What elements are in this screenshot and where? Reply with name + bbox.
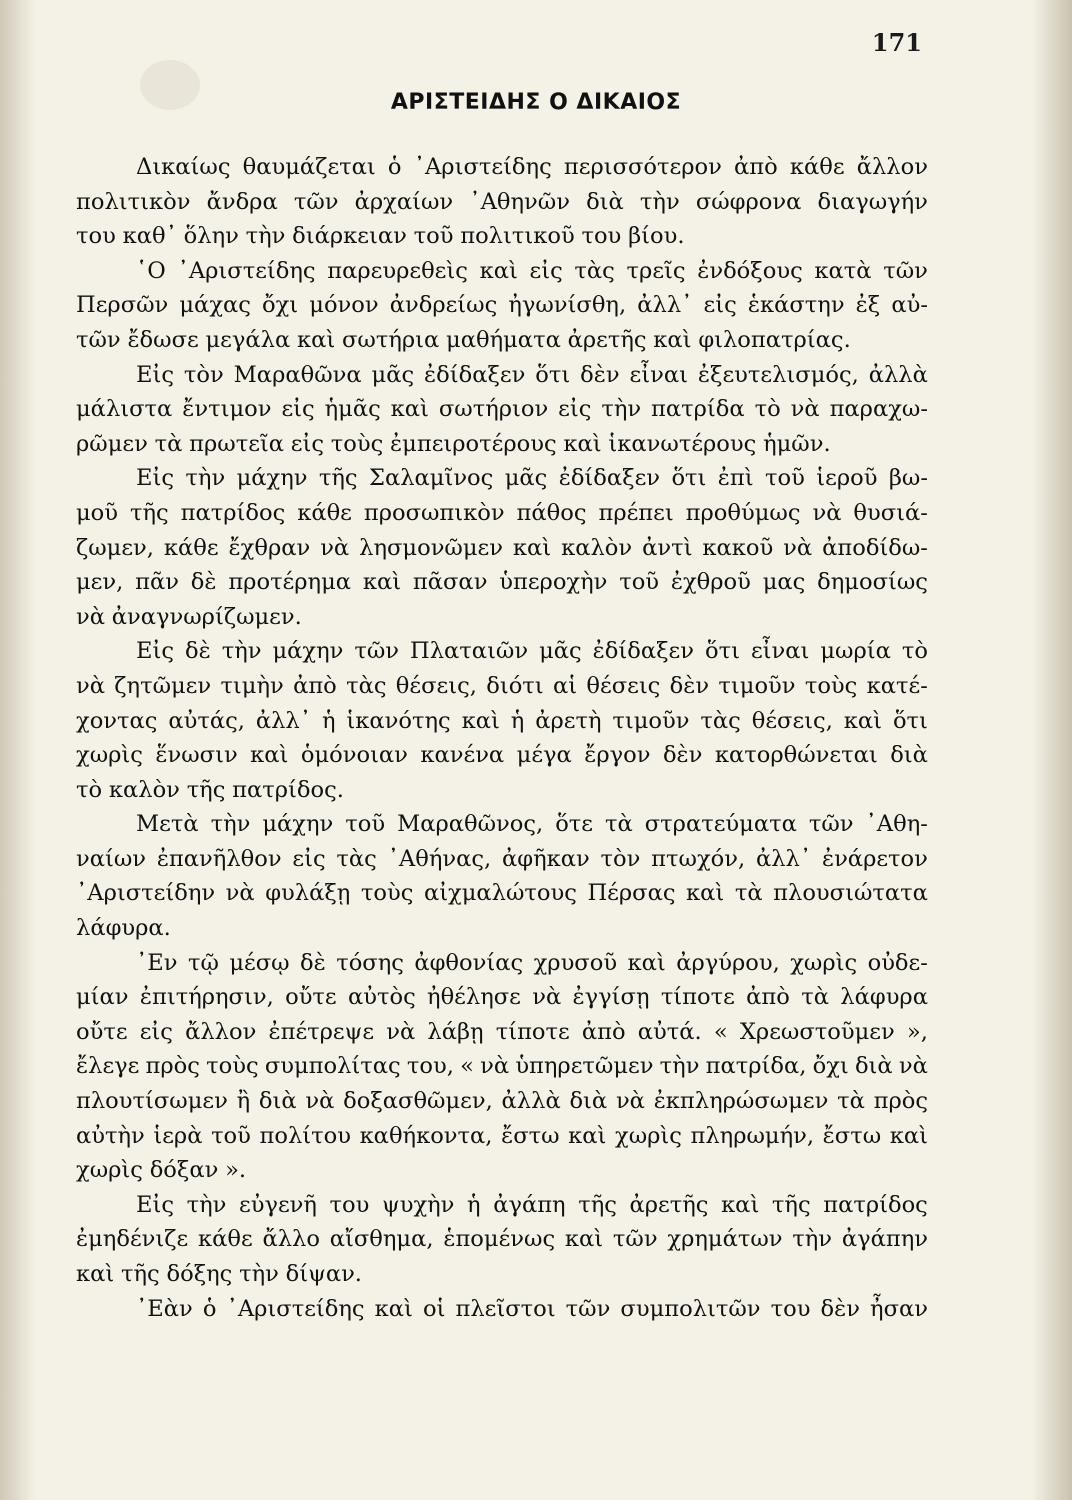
paragraph [76, 254, 928, 358]
text-line: τῶν ἔδωσε μεγάλα καὶ σωτήρια μαθήματα ἀρετῆς καὶ φιλοπατρίας. [76, 326, 851, 353]
paragraph [76, 150, 928, 254]
text-line: αὐτὴν ἱερὰ τοῦ πολίτου καθήκοντα, ἔστω καὶ χωρὶς πληρωμήν, ἔστω καὶ [76, 1122, 928, 1149]
text-line: Εἰς τὴν εὐγενῆ του ψυχὴν ἡ ἀγάπη τῆς ἀρετῆς καὶ τῆς πατρίδος [136, 1191, 928, 1218]
text-line: Περσῶν μάχας ὄχι μόνον ἀνδρείως ἠγωνίσθη, ἀλλ᾿ εἰς ἑκάστην ἐξ αὐ- [76, 292, 928, 319]
text-line: καὶ τῆς δόξης τὴν δίψαν. [76, 1261, 362, 1287]
text-line: χωρὶς δόξαν ». [76, 1157, 247, 1184]
text-line: λάφυρα. [76, 915, 171, 942]
page-shadow-left [0, 0, 36, 1500]
text-line: ρῶμεν τὰ πρωτεῖα εἰς τοὺς ἐμπειροτέρους καὶ ἱκανωτέρους ἡμῶν. [76, 430, 831, 457]
paragraph [76, 358, 928, 462]
paragraph [76, 946, 928, 1188]
text-line: Δικαίως θαυμάζεται ὁ ᾿Αριστείδης περισσότερον ἀπὸ κάθε ἄλλον [136, 154, 928, 180]
chapter-title: ΑΡΙΣΤΕΙΔΗΣ Ο ΔΙΚΑΙΟΣ [390, 90, 682, 115]
text-line: ἔλεγε πρὸς τοὺς συμπολίτας του, « νὰ ὑπηρετῶμεν τὴν πατρίδα, ὄχι διὰ νὰ [76, 1053, 928, 1080]
page-number: 171 [871, 28, 922, 57]
text-line: Εἰς τὸν Μαραθῶνα μᾶς ἐδίδαξεν ὅτι δὲν εἶναι ἐξευτελισμός, ἀλλὰ [136, 361, 928, 388]
text-line: ναίων ἐπανῆλθον εἰς τὰς ᾿Αθήνας, ἀφῆκαν τὸν πτωχόν, ἀλλ᾿ ἐνάρετον [76, 845, 928, 872]
text-line: νὰ ἀναγνωρίζωμεν. [76, 603, 302, 630]
text-line: νὰ ζητῶμεν τιμὴν ἀπὸ τὰς θέσεις, διότι αἱ θέσεις δὲν τιμοῦν τοὺς κατέ- [76, 672, 928, 699]
paragraph [76, 807, 928, 945]
text-line: πλουτίσωμεν ἢ διὰ νὰ δοξασθῶμεν, ἀλλὰ διὰ νὰ ἐκπληρώσωμεν τὰ πρὸς [76, 1088, 928, 1115]
text-line: μεν, πᾶν δὲ προτέρημα καὶ πᾶσαν ὑπεροχὴν τοῦ ἐχθροῦ μας δημοσίως [76, 569, 928, 596]
text-line: Εἰς δὲ τὴν μάχην τῶν Πλαταιῶν μᾶς ἐδίδαξεν ὅτι εἶναι μωρία τὸ [136, 638, 928, 665]
paragraph [76, 1292, 928, 1327]
text-line: οὔτε εἰς ἄλλον ἐπέτρεψε νὰ λάβῃ τίποτε ἀπὸ αὐτά. « Χρεωστοῦμεν », [76, 1018, 928, 1045]
text-line: μίαν ἐπιτήρησιν, οὔτε αὐτὸς ἠθέλησε νὰ ἐγγίσῃ τίποτε ἀπὸ τὰ λάφυρα [76, 984, 928, 1011]
text-line: ᾿Αριστείδην νὰ φυλάξῃ τοὺς αἰχμαλώτους Πέρσας καὶ τὰ πλουσιώτατα [76, 880, 928, 907]
page-shadow-right [1032, 0, 1072, 1500]
body-text [76, 150, 928, 1326]
text-line: χοντας αὐτάς, ἀλλ᾿ ἡ ἱκανότης καὶ ἡ ἀρετὴ τιμοῦν τὰς θέσεις, καὶ ὅτι [76, 707, 928, 734]
text-line: τὸ καλὸν τῆς πατρίδος. [76, 776, 344, 803]
text-line: ᾿Εν τῷ μέσῳ δὲ τόσης ἀφθονίας χρυσοῦ καὶ ἀργύρου, χωρὶς οὐδε- [136, 949, 928, 976]
text-line: πολιτικὸν ἄνδρα τῶν ἀρχαίων ᾿Αθηνῶν διὰ τὴν σώφρονα διαγωγήν [76, 188, 928, 215]
text-line: ἐμηδένιζε κάθε ἄλλο αἴσθημα, ἑπομένως καὶ τῶν χρημάτων τὴν ἀγάπην [76, 1226, 928, 1253]
text-line: ᾿Εὰν ὁ ᾿Αριστείδης καὶ οἱ πλεῖστοι τῶν συμπολιτῶν του δὲν ἦσαν [136, 1295, 928, 1322]
text-line: Μετὰ τὴν μάχην τοῦ Μαραθῶνος, ὅτε τὰ στρατεύματα τῶν ᾿Αθη- [136, 811, 928, 838]
text-line: χωρὶς ἕνωσιν καὶ ὁμόνοιαν κανένα μέγα ἔργον δὲν κατορθώνεται διὰ [76, 742, 928, 769]
text-line: μοῦ τῆς πατρίδος κάθε προσωπικὸν πάθος πρέπει προθύμως νὰ θυσιά- [76, 499, 928, 526]
text-line: Εἰς τὴν μάχην τῆς Σαλαμῖνος μᾶς ἐδίδαξεν ὅτι ἐπὶ τοῦ ἱεροῦ βω- [136, 465, 928, 492]
text-line: του καθ᾿ ὅλην τὴν διάρκειαν τοῦ πολιτικοῦ του βίου. [76, 223, 685, 250]
text-line: μάλιστα ἔντιμον εἰς ἡμᾶς καὶ σωτήριον εἰς τὴν πατρίδα τὸ νὰ παραχω- [76, 396, 928, 423]
paragraph [76, 634, 928, 807]
text-line: ζωμεν, κάθε ἔχθραν νὰ λησμονῶμεν καὶ καλὸν ἀντὶ κακοῦ νὰ ἀποδίδω- [76, 534, 928, 561]
paragraph [76, 1188, 928, 1292]
text-line: ῾Ο ᾿Αριστείδης παρευρεθεὶς καὶ εἰς τὰς τρεῖς ἐνδόξους κατὰ τῶν [136, 257, 928, 284]
paragraph [76, 461, 928, 634]
